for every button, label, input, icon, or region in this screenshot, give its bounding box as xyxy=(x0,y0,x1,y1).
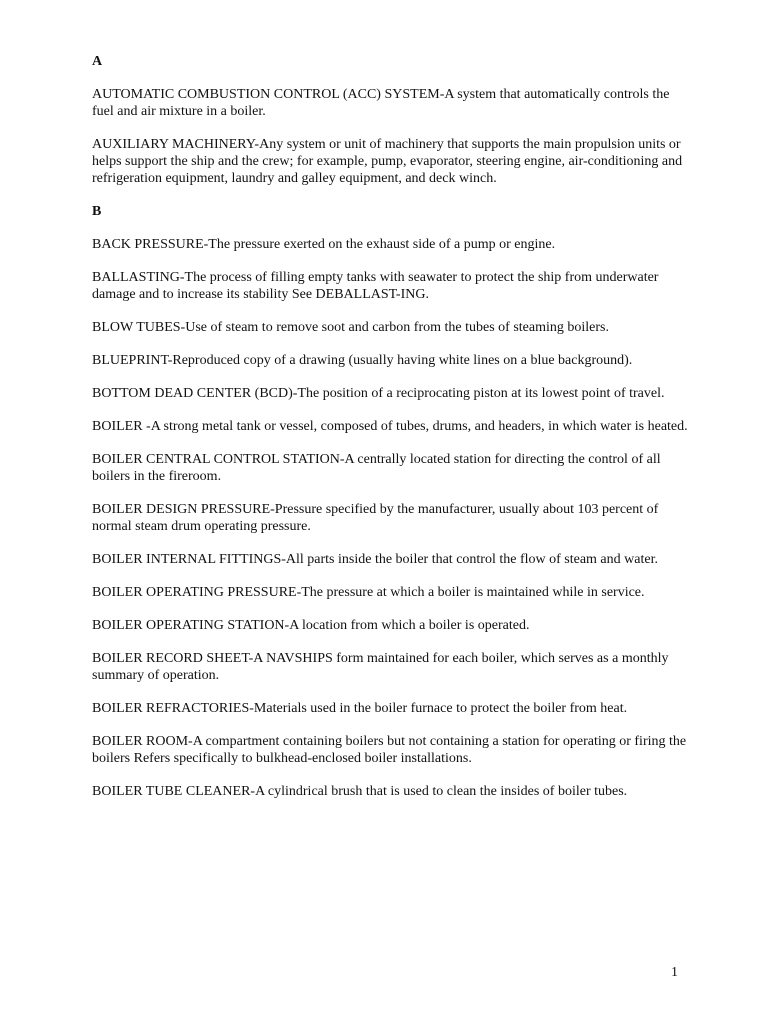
glossary-entry: BOILER RECORD SHEET-A NAVSHIPS form maintained for each boiler, which serves as a monthly summary of operation. xyxy=(92,651,669,683)
glossary-entry: BLOW TUBES-Use of steam to remove soot and carbon from the tubes of steaming boilers. xyxy=(92,320,609,335)
glossary-entry: AUXILIARY MACHINERY-Any system or unit of machinery that supports the main propulsion units or helps support the ship and the crew; for example, pump, evaporator, steering engine, air-conditioning and refrigeration equipment, laundry and galley equipment, and deck winch. xyxy=(92,137,683,186)
glossary-entry: BOILER REFRACTORIES-Materials used in the boiler furnace to protect the boiler from heat. xyxy=(92,701,628,716)
glossary-entry: BOILER CENTRAL CONTROL STATION-A centrally located station for directing the control of all boilers in the fireroom. xyxy=(92,452,661,484)
section-letter-a: A xyxy=(92,54,103,69)
glossary-entry: BOTTOM DEAD CENTER (BCD)-The position of a reciprocating piston at its lowest point of travel. xyxy=(92,386,665,401)
glossary-entry: BOILER INTERNAL FITTINGS-All parts inside the boiler that control the flow of steam and water. xyxy=(92,552,658,567)
glossary-entry: BOILER OPERATING STATION-A location from which a boiler is operated. xyxy=(92,618,530,633)
section-letter-b: B xyxy=(92,204,102,219)
glossary-entry: BLUEPRINT-Reproduced copy of a drawing (usually having white lines on a blue background). xyxy=(92,353,633,368)
glossary-entry: BOILER OPERATING PRESSURE-The pressure at which a boiler is maintained while in service. xyxy=(92,585,645,600)
glossary-entry: BACK PRESSURE-The pressure exerted on the exhaust side of a pump or engine. xyxy=(92,237,556,252)
glossary-entry: BOILER -A strong metal tank or vessel, composed of tubes, drums, and headers, in which water is heated. xyxy=(92,419,688,434)
glossary-entry: AUTOMATIC COMBUSTION CONTROL (ACC) SYSTEM-A system that automatically controls the fuel and air mixture in a boiler. xyxy=(92,87,670,119)
page-number: 1 xyxy=(671,965,678,980)
glossary-entry: BALLASTING-The process of filling empty tanks with seawater to protect the ship from underwater damage and to increase its stability See DEBALLAST-ING. xyxy=(92,270,659,302)
glossary-page xyxy=(92,53,692,816)
glossary-entry: BOILER ROOM-A compartment containing boilers but not containing a station for operating or firing the boilers Refers specifically to bulkhead-enclosed boiler installations. xyxy=(92,734,687,766)
glossary-entry: BOILER DESIGN PRESSURE-Pressure specified by the manufacturer, usually about 103 percent of normal steam drum operating pressure. xyxy=(92,502,659,534)
glossary-entry: BOILER TUBE CLEANER-A cylindrical brush that is used to clean the insides of boiler tubes. xyxy=(92,784,628,799)
